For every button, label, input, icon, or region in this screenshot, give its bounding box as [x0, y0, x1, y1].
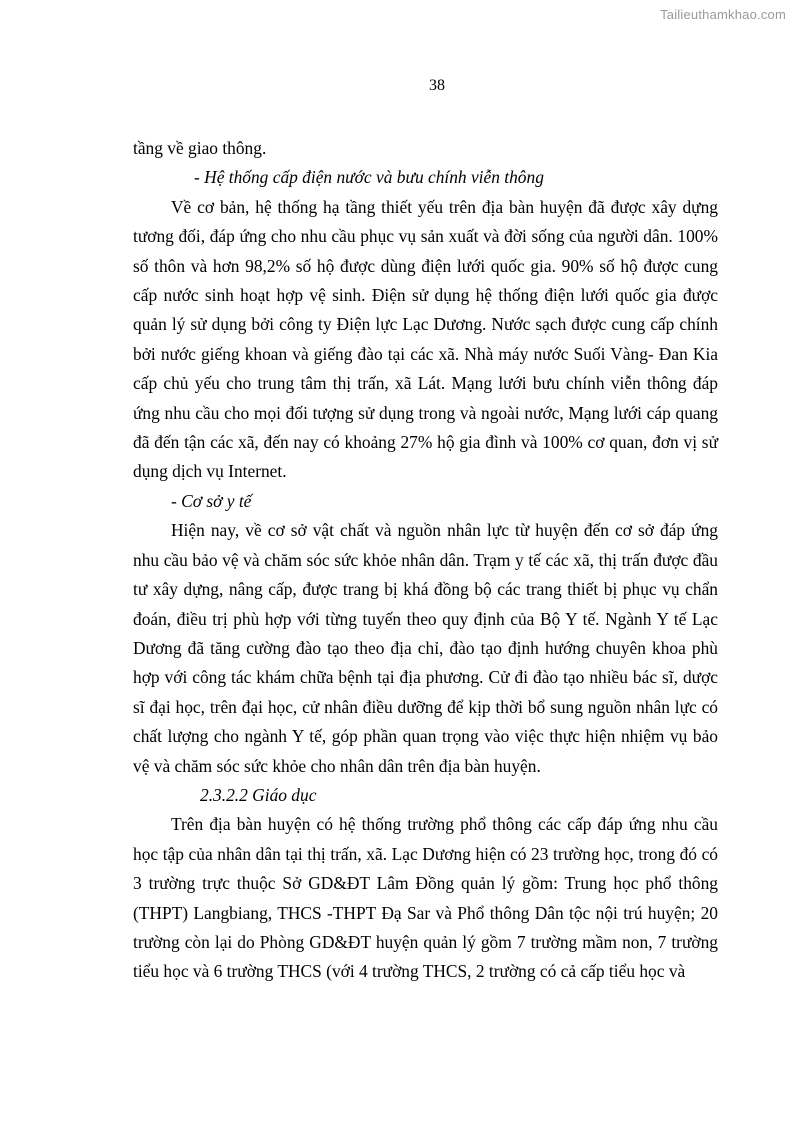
paragraph-health: Hiện nay, về cơ sở vật chất và nguồn nhân lực từ huyện đến cơ sở đáp ứng nhu cầu bảo vệ và chăm sóc sức khỏe nhân dân. Trạm y tế các xã, thị trấn được đầu tư xây dựng, nâng cấp, được trang bị khá đồng bộ các trang thiết bị phục vụ chẩn đoán, điều trị phù hợp với từng tuyến theo quy định của Bộ Y tế. Ngành Y tế Lạc Dương đã tăng cường đào tạo theo địa chỉ, đào tạo định hướng chuyên khoa phù hợp với công tác khám chữa bệnh tại địa phương. Cử đi đào tạo nhiều bác sĩ, dược sĩ đại học, trên đại học, cử nhân điều dưỡng để kịp thời bổ sung nguồn nhân lực có chất lượng cho ngành Y tế, góp phần quan trọng vào việc thực hiện nhiệm vụ bảo vệ và chăm sóc sức khỏe cho nhân dân trên địa bàn huyện.	[133, 520, 718, 776]
heading-health-facilities: - Cơ sở y tế	[171, 490, 252, 511]
heading-electricity-water-telecom: - Hệ thống cấp điện nước và bưu chính viễn thông	[194, 167, 544, 188]
paragraph-infrastructure: Về cơ bản, hệ thống hạ tầng thiết yếu trên địa bàn huyện đã được xây dựng tương đối, đáp ứng cho nhu cầu phục vụ sản xuất và đời sống của người dân. 100% số thôn và hơn 98,2% số hộ được dùng điện lưới quốc gia. 90% số hộ được cung cấp nước sinh hoạt hợp vệ sinh. Điện sử dụng hệ thống điện lưới quốc gia được quản lý sử dụng bởi công ty Điện lực Lạc Dương. Nước sạch được cung cấp chính bởi nước giếng khoan và giếng đào tại các xã. Nhà máy nước Suối Vàng- Đan Kia cấp chủ yếu cho trung tâm thị trấn, xã Lát. Mạng lưới bưu chính viễn thông đáp ứng nhu cầu cho mọi đối tượng sử dụng trong và ngoài nước, Mạng lưới cáp quang đã đến tận các xã, đến nay có khoảng 27% hộ gia đình và 100% cơ quan, đơn vị sử dụng dịch vụ Internet.	[133, 196, 718, 482]
paragraph-transport-end: tầng về giao thông.	[133, 138, 267, 158]
document-body	[133, 134, 718, 987]
page-number: 38	[429, 77, 445, 94]
watermark: Tailieuthamkhao.com	[660, 7, 786, 22]
heading-education: 2.3.2.2 Giáo dục	[200, 784, 317, 805]
paragraph-education: Trên địa bàn huyện có hệ thống trường phổ thông các cấp đáp ứng nhu cầu học tập của nhân dân tại thị trấn, xã. Lạc Dương hiện có 23 trường học, trong đó có 3 trường trực thuộc Sở GD&ĐT Lâm Đồng quản lý gồm: Trung học phổ thông (THPT) Langbiang, THCS -THPT Đạ Sar và Phổ thông Dân tộc nội trú huyện; 20 trường còn lại do Phòng GD&ĐT huyện quản lý gồm 7 trường mầm non, 7 trường tiểu học và 6 trường THCS (với 4 trường THCS, 2 trường có cả cấp tiểu học và	[133, 814, 718, 982]
